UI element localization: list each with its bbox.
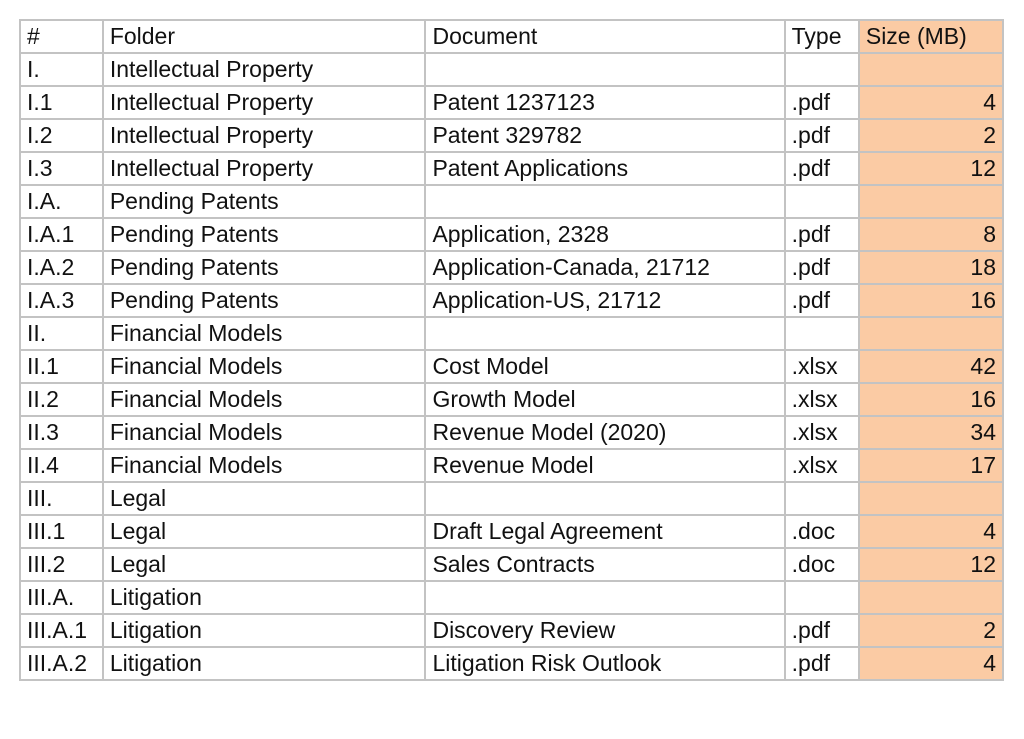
cell-num: I.1 [20,86,103,119]
cell-folder: Financial Models [103,350,426,383]
document-index-table [19,19,1004,681]
cell-document: Litigation Risk Outlook [425,647,784,680]
cell-num: III. [20,482,103,515]
cell-document: Sales Contracts [425,548,784,581]
cell-type: .pdf [785,152,859,185]
cell-size [859,53,1003,86]
cell-num: II.2 [20,383,103,416]
cell-document: Application-US, 21712 [425,284,784,317]
cell-folder: Legal [103,515,426,548]
header-row [20,20,1003,53]
cell-type [785,317,859,350]
cell-folder: Legal [103,482,426,515]
cell-num: I.A.1 [20,218,103,251]
cell-type: .pdf [785,284,859,317]
cell-folder: Litigation [103,647,426,680]
cell-type [785,482,859,515]
table-row [20,482,1003,515]
table-row [20,449,1003,482]
cell-size: 12 [859,152,1003,185]
cell-size: 34 [859,416,1003,449]
table-row [20,86,1003,119]
cell-folder: Pending Patents [103,218,426,251]
cell-size: 16 [859,284,1003,317]
cell-type: .doc [785,515,859,548]
table-body [20,53,1003,680]
cell-num: I.A.2 [20,251,103,284]
cell-num: I.3 [20,152,103,185]
table-row [20,152,1003,185]
cell-num: III.A. [20,581,103,614]
table-row [20,416,1003,449]
cell-folder: Intellectual Property [103,119,426,152]
cell-num: I.2 [20,119,103,152]
cell-num: III.1 [20,515,103,548]
cell-type: .pdf [785,647,859,680]
cell-type: .pdf [785,86,859,119]
cell-size [859,185,1003,218]
table-row [20,53,1003,86]
cell-folder: Financial Models [103,383,426,416]
cell-folder: Financial Models [103,317,426,350]
cell-folder: Pending Patents [103,185,426,218]
cell-size: 2 [859,119,1003,152]
cell-folder: Intellectual Property [103,152,426,185]
cell-document [425,482,784,515]
cell-type: .xlsx [785,416,859,449]
cell-folder: Intellectual Property [103,53,426,86]
cell-document: Discovery Review [425,614,784,647]
cell-type: .pdf [785,119,859,152]
cell-folder: Litigation [103,581,426,614]
table-row [20,350,1003,383]
table-row [20,251,1003,284]
cell-type: .xlsx [785,383,859,416]
cell-folder: Pending Patents [103,251,426,284]
cell-document: Growth Model [425,383,784,416]
cell-type: .pdf [785,614,859,647]
cell-folder: Pending Patents [103,284,426,317]
cell-num: II. [20,317,103,350]
cell-document [425,53,784,86]
cell-num: I. [20,53,103,86]
cell-size: 4 [859,515,1003,548]
cell-size: 4 [859,647,1003,680]
cell-document: Cost Model [425,350,784,383]
table-row [20,218,1003,251]
cell-type: .xlsx [785,350,859,383]
cell-num: I.A. [20,185,103,218]
cell-document: Patent 329782 [425,119,784,152]
cell-size: 12 [859,548,1003,581]
cell-num: II.1 [20,350,103,383]
cell-type [785,53,859,86]
cell-num: II.3 [20,416,103,449]
cell-folder: Financial Models [103,449,426,482]
table-row [20,581,1003,614]
cell-num: III.A.2 [20,647,103,680]
table-row [20,614,1003,647]
cell-document [425,581,784,614]
table-row [20,317,1003,350]
cell-size: 2 [859,614,1003,647]
header-type: Type [785,20,859,53]
table-row [20,119,1003,152]
table-row [20,548,1003,581]
cell-document: Patent 1237123 [425,86,784,119]
cell-size: 42 [859,350,1003,383]
cell-folder: Litigation [103,614,426,647]
cell-num: III.A.1 [20,614,103,647]
table-row [20,647,1003,680]
cell-folder: Legal [103,548,426,581]
cell-document: Revenue Model (2020) [425,416,784,449]
cell-document: Application, 2328 [425,218,784,251]
table-row [20,383,1003,416]
header-size: Size (MB) [859,20,1003,53]
cell-folder: Intellectual Property [103,86,426,119]
header-num: # [20,20,103,53]
cell-folder: Financial Models [103,416,426,449]
cell-type [785,581,859,614]
cell-type: .pdf [785,251,859,284]
table-row [20,515,1003,548]
cell-document: Application-Canada, 21712 [425,251,784,284]
cell-num: II.4 [20,449,103,482]
cell-size: 16 [859,383,1003,416]
cell-size: 8 [859,218,1003,251]
cell-document [425,185,784,218]
cell-size [859,581,1003,614]
table-row [20,185,1003,218]
cell-size [859,317,1003,350]
header-folder: Folder [103,20,426,53]
cell-document [425,317,784,350]
cell-size: 18 [859,251,1003,284]
cell-num: I.A.3 [20,284,103,317]
cell-size: 4 [859,86,1003,119]
table-row [20,284,1003,317]
cell-document: Draft Legal Agreement [425,515,784,548]
cell-num: III.2 [20,548,103,581]
cell-type [785,185,859,218]
cell-document: Patent Applications [425,152,784,185]
cell-type: .doc [785,548,859,581]
cell-size: 17 [859,449,1003,482]
header-document: Document [425,20,784,53]
cell-document: Revenue Model [425,449,784,482]
cell-type: .xlsx [785,449,859,482]
cell-type: .pdf [785,218,859,251]
cell-size [859,482,1003,515]
